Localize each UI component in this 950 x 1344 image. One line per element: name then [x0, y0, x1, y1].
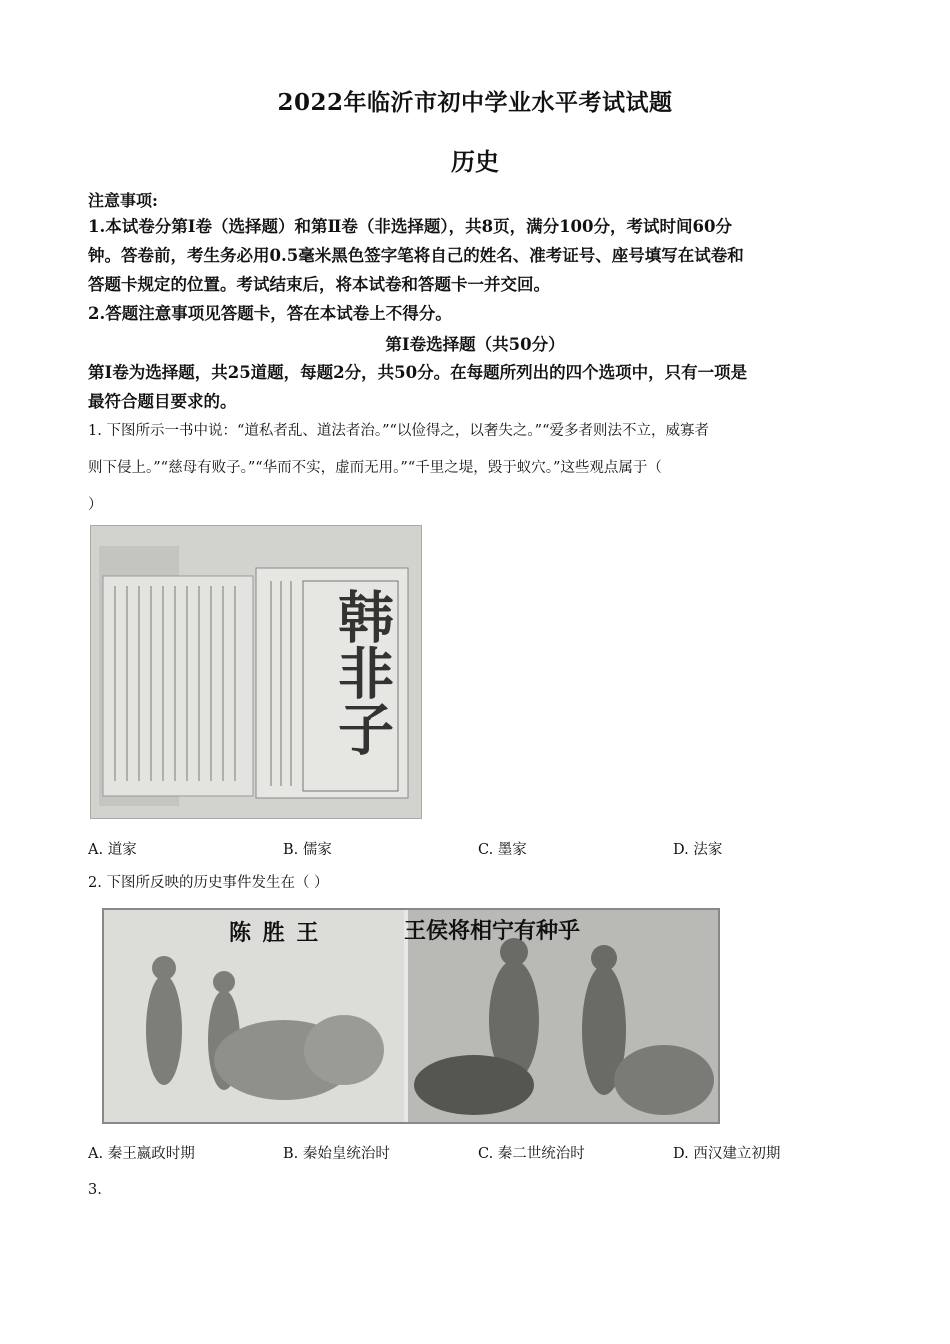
q1-option-c[interactable]: C. 墨家 — [478, 842, 527, 858]
section-intro-line-1: 第Ⅰ卷为选择题，共25道题，每题2分，共50分。在每题所列出的四个选项中，只有一项是 — [88, 363, 748, 382]
q2-options — [88, 1142, 868, 1163]
notice-item-1-line-1: 1.本试卷分第Ⅰ卷（选择题）和第Ⅱ卷（非选择题），共8页，满分100分，考试时间60分 — [88, 217, 732, 236]
q1-option-b[interactable]: B. 儒家 — [283, 842, 332, 858]
notice-item-1-line-2: 钟。答卷前，考生务必用0.5毫米黑色签字笔将自己的姓名、准考证号、座号填写在试卷和 — [88, 246, 744, 265]
q1-stem-line-3: ） — [88, 497, 103, 513]
section-intro-line-2: 最符合题目要求的。 — [88, 392, 237, 411]
right-caption: 王侯将相宁有种乎 — [404, 919, 581, 944]
q2-option-b[interactable]: B. 秦始皇统治时 — [283, 1146, 390, 1162]
q1-stem-line-1: 1. 下图所示一书中说：“道私者乱、道法者治。”“以俭得之，以奢失之。”“爱多者则法不立，威寡者 — [88, 423, 710, 439]
chen-sheng-uprising-image — [102, 908, 720, 1124]
q1-option-d[interactable]: D. 法家 — [673, 842, 723, 858]
q1-stem-line-2: 则下侵上。”“慈母有败子。”“华而不实，虚而无用。”“千里之堤，毁于蚁穴。”这些观点属于（ — [88, 460, 662, 476]
q1-options — [88, 838, 868, 859]
han-feizi-book-image — [90, 525, 422, 819]
left-caption: 陈 胜 王 — [229, 921, 321, 946]
subject-title: 历史 — [451, 147, 499, 176]
notice-item-1-line-3: 答题卡规定的位置。考试结束后，将本试卷和答题卡一并交回。 — [88, 275, 550, 294]
section-title: 第Ⅰ卷选择题（共50分） — [385, 335, 565, 354]
q3-stem: 3. — [88, 1182, 102, 1198]
q2-stem: 2. 下图所反映的历史事件发生在（ ） — [88, 875, 329, 891]
q2-option-a[interactable]: A. 秦王嬴政时期 — [88, 1146, 195, 1162]
q2-option-c[interactable]: C. 秦二世统治时 — [478, 1146, 585, 1162]
q2-option-d[interactable]: D. 西汉建立初期 — [673, 1146, 781, 1162]
book-cover-title: 韩非子 — [329, 588, 394, 756]
q1-option-a[interactable]: A. 道家 — [88, 842, 137, 858]
notice-heading: 注意事项: — [88, 191, 158, 210]
exam-title: 2022年临沂市初中学业水平考试试题 — [277, 89, 673, 116]
notice-item-2: 2.答题注意事项见答题卡，答在本试卷上不得分。 — [88, 304, 452, 323]
